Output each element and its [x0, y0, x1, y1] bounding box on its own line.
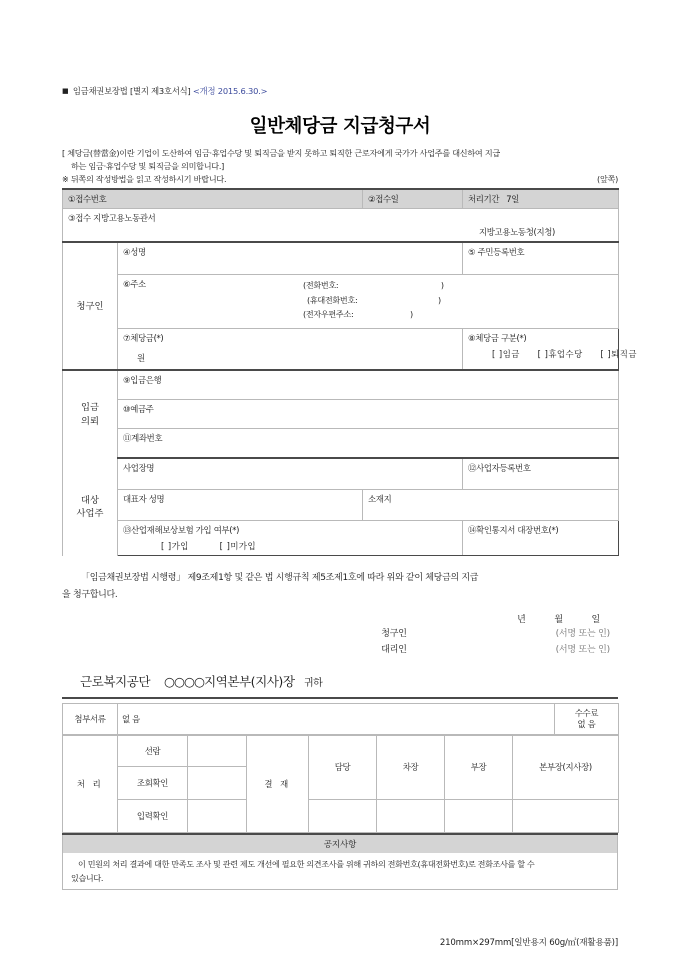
attachment-value: 없 음 — [122, 713, 140, 724]
approval-label-cell — [247, 736, 309, 833]
approver-label-0 — [309, 736, 377, 800]
employer-location-label: 소재지 — [368, 494, 392, 505]
employer-insurance-label: ⑬산업재해보상보험 가입 여부(*) — [123, 525, 240, 536]
page-side-label: (앞쪽) — [597, 173, 618, 184]
claimant-mobile-close: ) — [437, 294, 441, 305]
allowance-type-box-2: [ ] — [600, 348, 612, 359]
table-row-process-3 — [63, 800, 619, 833]
employer-insurance-label-1: 미가입 — [230, 540, 257, 551]
processing-table — [62, 735, 619, 833]
signature-row-agent — [62, 643, 618, 659]
claimant-contact-group — [303, 278, 613, 320]
form-meta-text: 임금채권보장법 [별지 제3호서식] — [72, 86, 191, 96]
bullet-square-icon: ■ — [62, 87, 69, 95]
table-row-workplace — [63, 458, 619, 490]
date-year-label: 년 — [517, 614, 526, 625]
employer-location-cell[interactable] — [363, 490, 619, 521]
intro-line-1: [ 체당금(替當金)이란 기업이 도산하여 임금·휴업수당 및 퇴직금을 받지 못하고 퇴직한 근로자에게 국가가 사업주를 대신하여 지급 — [62, 147, 500, 158]
receipt-no-label: ①접수번호 — [68, 193, 107, 204]
processing-label: 처 리 — [76, 778, 104, 789]
main-form-table — [62, 188, 637, 557]
table-row-office — [63, 209, 619, 243]
receipt-date-label: ②접수일 — [368, 193, 399, 204]
page-title: 일반체당금 지급청구서 — [249, 115, 431, 137]
notice-body — [62, 853, 618, 890]
section-divider-heavy — [62, 697, 618, 699]
deposit-holder-cell[interactable] — [118, 400, 619, 429]
approver-value-3[interactable] — [513, 800, 619, 833]
allowance-type-label: ⑧체당금 구분(*) — [468, 333, 527, 344]
employer-confirm-cell[interactable] — [463, 521, 619, 556]
claimant-rrn-cell[interactable] — [463, 242, 619, 275]
allowance-type-label-1: 휴업수당 — [548, 348, 583, 359]
section-label-employer-line1: 대상 — [81, 494, 99, 506]
allowance-type-label-0: 임금 — [502, 348, 520, 359]
employer-rep-cell[interactable] — [118, 490, 363, 521]
claimant-email-label: (전자우편주소: — [303, 308, 354, 319]
addressee-line — [80, 671, 618, 690]
approval-label: 결 재 — [264, 778, 291, 789]
claimant-name-label: ④성명 — [123, 247, 146, 258]
process-step-value-1[interactable] — [188, 767, 247, 800]
notice-line-1: 이 민원의 처리 결과에 대한 만족도 조사 및 관련 제도 개선에 필요한 의견조사를 위해 귀하의 전화번호(휴대전화번호)로 전화조사를 할 수 — [78, 859, 535, 870]
allowance-amount-label: ⑦체당금(*) — [123, 333, 164, 344]
employer-bizreg-label: ⑫사업자등록번호 — [468, 463, 531, 474]
claimant-address-label: ⑥주소 — [123, 279, 146, 290]
deposit-bank-label: ⑨입금은행 — [123, 375, 162, 386]
notice-heading: 공지사항 — [62, 835, 618, 853]
claimant-email-close: ) — [409, 308, 413, 319]
allowance-amount-unit: 원 — [137, 352, 145, 363]
fee-label-line1: 수수료 — [574, 707, 599, 718]
form-sheet — [62, 86, 637, 949]
table-row-deposit-holder — [63, 400, 619, 429]
claimant-mobile-line[interactable] — [303, 293, 613, 307]
form-revision-text: <개정 2015.6.30.> — [192, 86, 268, 96]
notice-line-2: 있습니다. — [71, 873, 104, 884]
deposit-holder-label: ⑩예금주 — [123, 404, 154, 415]
employer-rep-label: 대표자 성명 — [123, 494, 165, 505]
process-step-value-2[interactable] — [188, 800, 247, 833]
approver-value-0[interactable] — [309, 800, 377, 833]
processing-period-cell — [463, 189, 619, 209]
date-month-label: 월 — [554, 614, 563, 625]
receipt-no-cell[interactable] — [63, 189, 363, 209]
approver-label-2 — [445, 736, 513, 800]
approver-label-3 — [513, 736, 619, 800]
intro-note — [62, 147, 618, 173]
table-row-deposit-account — [63, 429, 619, 459]
form-meta-line — [62, 86, 618, 98]
claimant-phone-close: ) — [440, 280, 444, 291]
allowance-type-options — [468, 348, 637, 360]
employer-insurance-options — [123, 540, 457, 552]
employer-insurance-box-1: [ ] — [219, 540, 231, 551]
section-label-deposit-line1: 입금 — [81, 402, 99, 414]
processing-label-cell — [63, 736, 118, 833]
approver-text-1: 차장 — [402, 762, 419, 773]
process-step-label-0 — [118, 736, 188, 767]
process-step-label-1 — [118, 767, 188, 800]
section-label-deposit — [63, 370, 118, 458]
claim-statement-line-1: 「임금채권보장법 시행령」 제9조제1항 및 같은 법 시행규칙 제5조제1호에 따라 위와 같이 체당금의 지급 — [81, 573, 479, 584]
claimant-name-cell[interactable] — [118, 242, 463, 275]
claimant-email-line[interactable] — [303, 307, 613, 321]
fee-label-line2: 없 음 — [577, 719, 596, 730]
receipt-date-cell[interactable] — [363, 189, 463, 209]
receiving-office-cell[interactable] — [63, 209, 619, 243]
instruction-note: ※ 뒤쪽의 작성방법을 읽고 작성하시기 바랍니다. — [62, 173, 227, 184]
allowance-type-option-2[interactable] — [600, 349, 636, 359]
date-day-label: 일 — [591, 614, 600, 625]
employer-confirm-label: ⑭확인통지서 대장번호(*) — [468, 525, 559, 536]
employer-insurance-label-0: 가입 — [171, 540, 189, 551]
date-line[interactable] — [62, 612, 618, 625]
table-row-allowance — [63, 329, 619, 371]
claimant-mobile-label: (휴대전화번호: — [307, 294, 358, 305]
addressee-blank-circles[interactable]: ○○○○ — [164, 674, 204, 690]
process-step-text-1: 조회확인 — [136, 777, 169, 788]
table-row-receipt — [63, 189, 619, 209]
addressee-office: 지역본부(지사)장 — [204, 674, 295, 690]
allowance-type-label-2: 퇴직금 — [611, 348, 637, 359]
processing-period-value: 7일 — [506, 193, 520, 204]
claimant-phone-line[interactable] — [303, 278, 613, 292]
employer-insurance-option-0[interactable] — [161, 541, 189, 551]
deposit-account-cell[interactable] — [118, 429, 619, 459]
section-label-deposit-line2: 의뢰 — [81, 415, 99, 427]
addressee-organization: 근로복지공단 — [80, 674, 150, 690]
approver-value-1[interactable] — [377, 800, 445, 833]
table-row-process-1 — [63, 736, 619, 767]
allowance-type-box-0: [ ] — [492, 348, 503, 359]
table-row-claimant-address — [63, 275, 619, 329]
instruction-note-row — [62, 174, 618, 185]
paper-spec: 210mm×297mm[일반용지 60g/㎡(재활용품)] — [439, 938, 618, 949]
table-row-insurance — [63, 521, 619, 556]
section-label-claimant — [63, 242, 118, 370]
allowance-amount-cell[interactable] — [118, 329, 463, 371]
claim-statement-line-2: 을 청구합니다. — [62, 590, 118, 601]
claim-statement — [62, 570, 618, 603]
section-label-claimant-text: 청구인 — [76, 300, 104, 312]
process-step-value-0[interactable] — [188, 736, 247, 767]
signature-agent-label: 대리인 — [381, 645, 407, 656]
employer-workplace-cell[interactable] — [118, 458, 463, 490]
attachment-label: 첨부서류 — [74, 713, 106, 724]
section-label-employer — [63, 458, 118, 556]
approver-text-3: 본부장(지사장) — [539, 762, 592, 773]
attachment-label-cell — [63, 704, 118, 735]
table-row-representative — [63, 490, 619, 521]
signature-claimant-label: 청구인 — [381, 628, 407, 639]
addressee-honorific: 귀하 — [304, 678, 323, 690]
allowance-type-option-0[interactable] — [492, 349, 520, 359]
deposit-bank-cell[interactable] — [118, 370, 619, 400]
claimant-rrn-label: ⑤ 주민등록번호 — [468, 247, 525, 258]
processing-period-label: 처리기간 — [468, 193, 500, 204]
signature-claimant-seal[interactable]: (서명 또는 인) — [555, 628, 610, 639]
allowance-type-cell[interactable] — [463, 329, 637, 371]
signature-row-claimant — [62, 627, 618, 643]
allowance-type-box-1: [ ] — [537, 348, 549, 359]
process-step-text-0: 선람 — [144, 745, 161, 756]
employer-insurance-cell[interactable] — [118, 521, 463, 556]
table-row-deposit-bank — [63, 370, 619, 400]
receiving-office-suffix: 지방고용노동청(지청) — [478, 227, 555, 238]
section-label-employer-line2: 사업주 — [76, 508, 104, 520]
deposit-account-label: ⑪계좌번호 — [123, 433, 163, 444]
employer-insurance-option-1[interactable] — [220, 541, 256, 551]
employer-insurance-box-0: [ ] — [161, 540, 172, 551]
process-step-text-2: 입력확인 — [136, 810, 169, 821]
attachment-table — [62, 703, 619, 735]
intro-line-2: 하는 임금·휴업수당 및 퇴직금을 의미합니다.] — [71, 160, 225, 171]
allowance-type-option-1[interactable] — [538, 349, 583, 359]
fee-cell — [555, 704, 619, 735]
process-step-label-2 — [118, 800, 188, 833]
approver-text-0: 담당 — [334, 762, 351, 773]
signature-agent-seal[interactable]: (서명 또는 인) — [555, 645, 610, 656]
table-row-claimant-name — [63, 242, 619, 275]
attachment-value-cell[interactable] — [118, 704, 555, 735]
claimant-address-cell[interactable] — [118, 275, 619, 329]
employer-workplace-label: 사업장명 — [123, 463, 155, 474]
table-row-attachment — [63, 704, 619, 735]
approver-text-2: 부장 — [470, 762, 487, 773]
approver-value-2[interactable] — [445, 800, 513, 833]
employer-bizreg-cell[interactable] — [463, 458, 619, 490]
receiving-office-label: ③접수 지방고용노동관서 — [68, 213, 156, 224]
claimant-phone-label: (전화번호: — [303, 280, 339, 291]
approver-label-1 — [377, 736, 445, 800]
